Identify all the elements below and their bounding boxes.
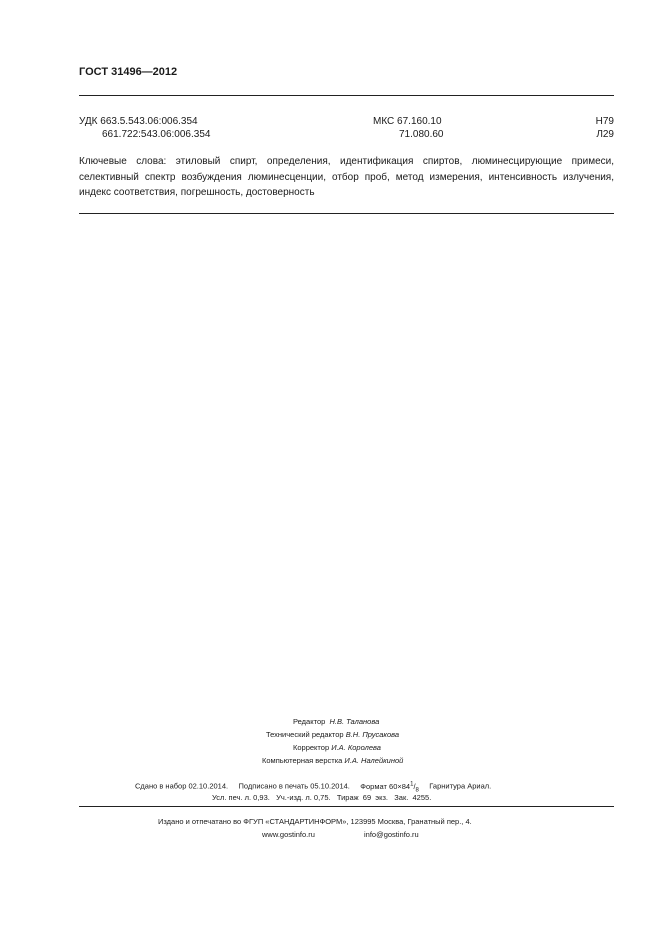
publisher-line: Издано и отпечатано во ФГУП «СТАНДАРТИНФОРМ», 123995 Москва, Гранатный пер., 4. <box>158 817 472 826</box>
publisher-email: info@gostinfo.ru <box>364 830 419 839</box>
credit-role: Компьютерная верстка <box>262 756 343 765</box>
udk-code-1: УДК 663.5.543.06:006.354 <box>79 116 198 127</box>
keywords-paragraph: Ключевые слова: этиловый спирт, определения, идентификация спиртов, люминесцирующие примеси, селективный спектр возбуждения люминесценции, отбор проб, метод измерения, интенсивность излучения, индекс соответствия, погрешность, достоверность <box>79 156 614 198</box>
credit-name: И.А. Королева <box>331 743 381 752</box>
okstu-code-1: Н79 <box>595 116 614 127</box>
keywords-divider <box>79 213 614 214</box>
credit-editor <box>293 717 379 726</box>
publisher-website: www.gostinfo.ru <box>262 830 315 839</box>
imprint-line-1 <box>135 781 491 793</box>
credit-name: Н.В. Таланова <box>329 717 380 726</box>
credit-role: Редактор <box>293 717 326 726</box>
imprint-line-2: Усл. печ. л. 0,93. Уч.-изд. л. 0,75. Тираж 69 экз. Зак. 4255. <box>212 793 432 802</box>
credit-corrector <box>293 743 381 752</box>
imprint-divider <box>79 806 614 807</box>
header-divider <box>79 95 614 96</box>
okstu-code-2: Л29 <box>596 129 614 140</box>
credit-role: Корректор <box>293 743 330 752</box>
format-fraction-denominator: 8 <box>415 787 419 793</box>
credit-name: В.Н. Прусакова <box>345 730 400 739</box>
mks-code-2: 71.080.60 <box>399 129 444 140</box>
credit-name: И.А. Налейкиной <box>344 756 404 765</box>
imprint-format: Формат $60\times 84^1/_8$ <box>360 781 419 793</box>
credit-role: Технический редактор <box>266 730 344 739</box>
imprint-signed: Подписано в печать 05.10.2014. <box>238 781 350 791</box>
format-prefix: Формат 60×84 <box>360 781 411 791</box>
mks-code-1: МКС 67.160.10 <box>373 116 442 127</box>
document-header: ГОСТ 31496—2012 <box>79 66 178 78</box>
imprint-sent: Сдано в набор 02.10.2014. <box>135 781 229 791</box>
udk-code-2: 661.722:543.06:006.354 <box>102 129 211 140</box>
credit-layout <box>262 756 403 765</box>
format-fraction-numerator: 1 <box>410 781 414 787</box>
credit-tech-editor <box>266 730 399 739</box>
imprint-typeface: Гарнитура Ариал. <box>429 781 492 791</box>
